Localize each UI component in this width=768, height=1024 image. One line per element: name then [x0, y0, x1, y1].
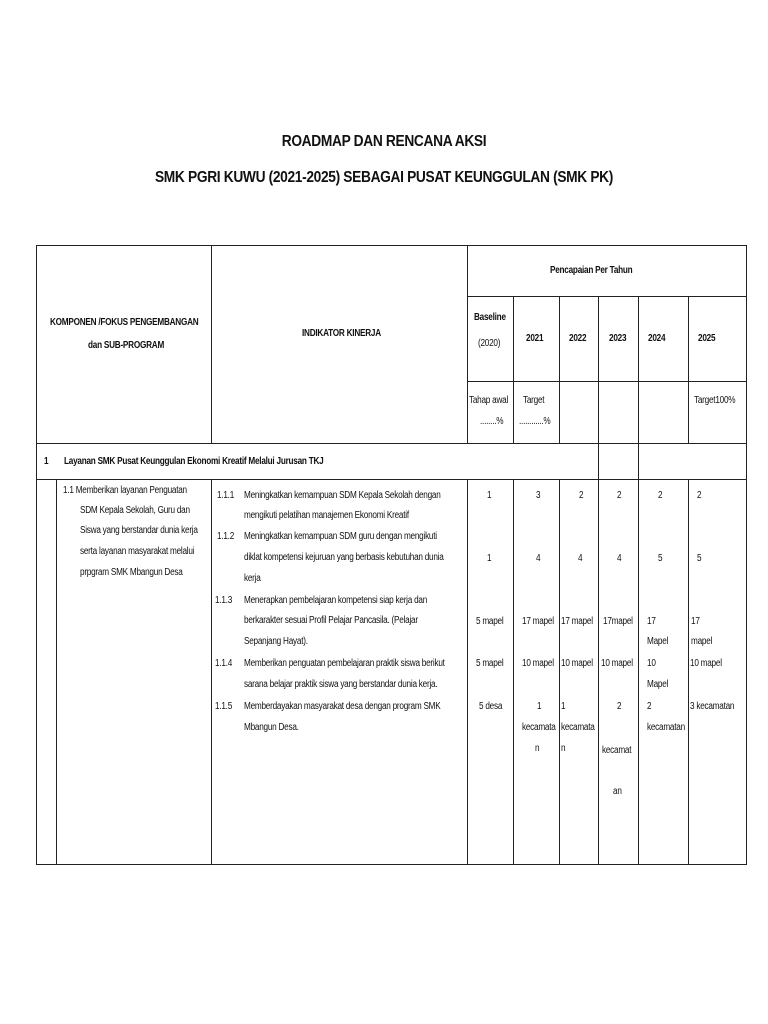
table-rule — [467, 296, 746, 297]
value-2025: 5 — [697, 553, 702, 564]
value-baseline: 1 — [487, 553, 492, 564]
indicator-text: Meningkatkan kemampuan SDM Kepala Sekolah dengan — [244, 490, 441, 501]
header-target: Target — [523, 395, 545, 406]
value-2023: 17mapel — [603, 616, 633, 627]
header-year-2023: 2023 — [609, 333, 627, 344]
table-border-right — [746, 245, 747, 865]
value-2023: kecamat — [602, 745, 632, 756]
table-rule — [467, 381, 746, 382]
value-2021: n — [535, 743, 540, 754]
value-2023: an — [613, 786, 622, 797]
page-subtitle: SMK PGRI KUWU (2021-2025) SEBAGAI PUSAT KEUNGGULAN (SMK PK) — [154, 169, 614, 186]
header-indikator: INDIKATOR KINERJA — [302, 328, 381, 339]
subprogram-line: 1.1 Memberikan layanan Penguatan — [63, 485, 187, 496]
table-rule — [36, 443, 746, 444]
table-rule — [559, 479, 560, 865]
value-2025: 2 — [697, 490, 702, 501]
subprogram-line: prpgram SMK Mbangun Desa — [80, 567, 183, 578]
table-rule — [638, 296, 639, 480]
indicator-code: 1.1.2 — [217, 531, 235, 542]
value-2022: 1 — [561, 701, 566, 712]
value-2023: 4 — [617, 553, 622, 564]
table-border-bottom — [36, 864, 746, 865]
value-2024: 17 — [647, 616, 656, 627]
table-rule — [559, 296, 560, 444]
value-2022: kecamata — [561, 722, 595, 733]
indicator-code: 1.1.5 — [215, 701, 233, 712]
table-rule — [56, 479, 57, 865]
header-year-2024: 2024 — [648, 333, 666, 344]
subprogram-line: SDM Kepala Sekolah, Guru dan — [80, 505, 190, 516]
value-baseline: 5 desa — [479, 701, 503, 712]
value-2025: 17 — [691, 616, 700, 627]
indicator-text: Sepanjang Hayat). — [244, 636, 308, 647]
table-rule — [211, 245, 212, 444]
header-target-pct: ............% — [519, 416, 551, 427]
table-rule — [513, 296, 514, 444]
header-komponen: KOMPONEN /FOKUS PENGEMBANGAN — [50, 317, 199, 328]
indicator-text: diklat kompetensi kejuruan yang berbasis kebutuhan dunia — [244, 552, 444, 563]
indicator-text: mengikuti pelatihan manajemen Ekonomi Kreatif — [244, 510, 409, 521]
value-2024: 5 — [658, 553, 663, 564]
table-rule — [513, 479, 514, 865]
section-title: Layanan SMK Pusat Keunggulan Ekonomi Kreatif Melalui Jurusan TKJ — [64, 456, 324, 467]
header-tahap-awal-pct: ........% — [480, 416, 504, 427]
value-2021: 17 mapel — [522, 616, 554, 627]
value-2024: 10 — [647, 658, 656, 669]
indicator-code: 1.1.3 — [215, 595, 233, 606]
indicator-text: kerja — [244, 573, 261, 584]
value-2021: 4 — [536, 553, 541, 564]
value-2021: 3 — [536, 490, 541, 501]
indicator-text: sarana belajar praktik siswa yang berstandar dunia kerja. — [244, 679, 438, 690]
value-2025: 3 kecamatan — [690, 701, 735, 712]
subprogram-line: Siswa yang berstandar dunia kerja — [80, 525, 198, 536]
table-rule — [688, 296, 689, 444]
indicator-text: Memberdayakan masyarakat desa dengan program SMK — [244, 701, 441, 712]
header-tahap-awal: Tahap awal — [469, 395, 509, 406]
indicator-text: Menerapkan pembelajaran kompetensi siap kerja dan — [244, 595, 428, 606]
table-rule — [598, 296, 599, 480]
value-2024: Mapel — [647, 636, 669, 647]
value-2022: 4 — [578, 553, 583, 564]
value-2025: mapel — [691, 636, 713, 647]
header-komponen-sub: dan SUB-PROGRAM — [88, 340, 165, 351]
table-rule — [467, 245, 468, 444]
header-pencapaian: Pencapaian Per Tahun — [550, 265, 633, 276]
table-rule — [598, 479, 599, 865]
value-2024: 2 — [658, 490, 663, 501]
table-rule — [211, 479, 212, 865]
value-2024: kecamatan — [647, 722, 685, 733]
value-2023: 2 — [617, 701, 622, 712]
indicator-code: 1.1.4 — [215, 658, 233, 669]
indicator-code: 1.1.1 — [217, 490, 235, 501]
value-2021: 10 mapel — [522, 658, 554, 669]
value-baseline: 5 mapel — [476, 616, 504, 627]
table-rule — [688, 479, 689, 865]
value-2022: 2 — [579, 490, 584, 501]
page-title: ROADMAP DAN RENCANA AKSI — [281, 133, 487, 150]
table-border-left — [36, 245, 37, 865]
value-2025: 10 mapel — [690, 658, 722, 669]
indicator-text: Meningkatkan kemampuan SDM guru dengan mengikuti — [244, 531, 437, 542]
table-rule — [467, 479, 468, 865]
header-target100: Target100% — [694, 395, 736, 406]
section-number: 1 — [44, 456, 49, 467]
value-baseline: 5 mapel — [476, 658, 504, 669]
value-2021: kecamata — [522, 722, 556, 733]
header-year-2025: 2025 — [698, 333, 716, 344]
header-year-2022: 2022 — [569, 333, 587, 344]
value-2023: 10 mapel — [601, 658, 633, 669]
indicator-text: Mbangun Desa. — [244, 722, 299, 733]
value-2022: 17 mapel — [561, 616, 593, 627]
indicator-text: Memberikan penguatan pembelajaran praktik siswa berikut — [244, 658, 445, 669]
value-2022: 10 mapel — [561, 658, 593, 669]
value-2021: 1 — [537, 701, 542, 712]
header-year-2021: 2021 — [526, 333, 544, 344]
value-2024: Mapel — [647, 679, 669, 690]
value-2024: 2 — [647, 701, 652, 712]
value-baseline: 1 — [487, 490, 492, 501]
table-rule — [638, 479, 639, 865]
subprogram-line: serta layanan masyarakat melalui — [80, 546, 195, 557]
value-2022: n — [561, 743, 566, 754]
value-2023: 2 — [617, 490, 622, 501]
header-baseline: Baseline — [474, 312, 506, 323]
header-baseline-year: (2020) — [478, 338, 501, 349]
table-border-top — [36, 245, 746, 246]
indicator-text: berkarakter sesuai Profil Pelajar Pancasila. (Pelajar — [244, 615, 418, 626]
